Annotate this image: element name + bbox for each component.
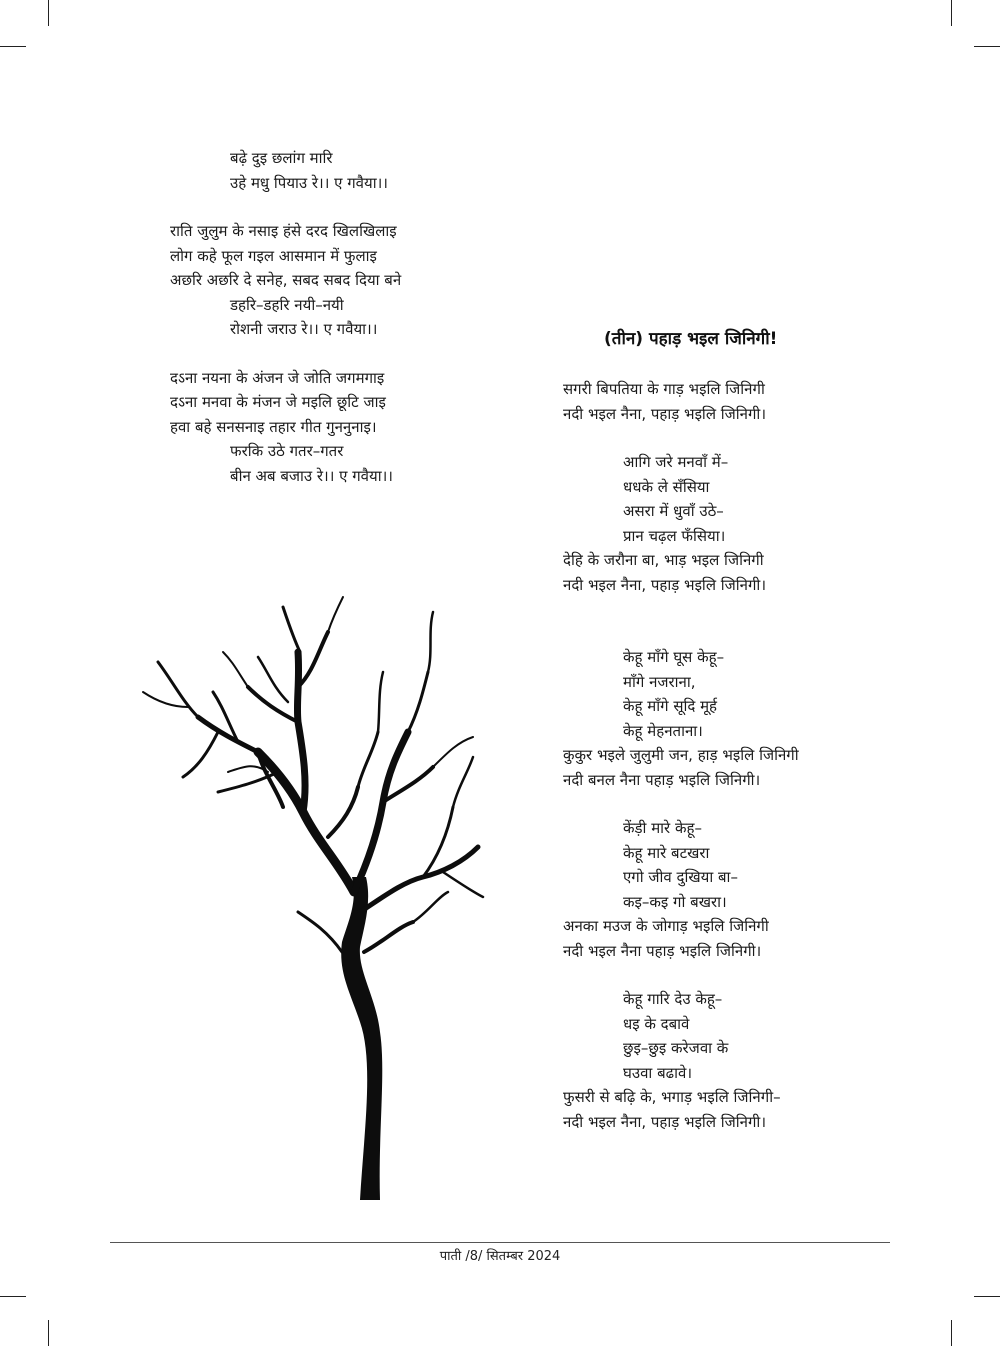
poem-line: नदी भइल नैना, पहाड़ भइलि जिनिगी। [563, 404, 766, 423]
crop-mark [0, 1296, 26, 1297]
tree-branch [408, 672, 428, 732]
bare-tree-illustration [128, 592, 488, 1202]
poem-line: केहू माँगे घूस केहू– [623, 648, 725, 666]
poem-line: उहे मधु पियाउ रे।। ए गवैया।। [230, 173, 388, 192]
crop-mark [48, 1320, 49, 1346]
left-poem-column [170, 146, 401, 512]
poem-line: लोग कहे फूल गइल आसमान में फुलाइ [170, 246, 377, 265]
tree-branch [258, 657, 288, 702]
poem-line: नदी भइल नैना, पहाड़ भइलि जिनिगी। [563, 1112, 766, 1131]
poem-line: कइ–कइ गो बखरा। [623, 892, 727, 911]
tree-branch [364, 922, 413, 952]
poem-line: नदी भइल नैना पहाड़ भइलि जिनिगी। [563, 941, 762, 960]
poem-line: अछरि अछरि दे सनेह, सबद सबद दिया बने [170, 271, 402, 289]
page-footer: पाती /8/ सितम्बर 2024 [439, 1249, 561, 1264]
poem-line: सगरी बिपतिया के गाड़ भइलि जिनिगी [563, 380, 765, 398]
crop-mark [974, 1296, 1000, 1297]
poem-line: धधके ले सँसिया [623, 477, 710, 496]
tree-branch [453, 757, 473, 807]
tree-branch [248, 687, 298, 722]
poem-line: एगो जीव दुखिया बा– [623, 868, 738, 886]
stanza [170, 219, 401, 342]
stanza [563, 816, 799, 963]
poem-line: केहू माँगे सूदि मूर्ह [623, 697, 718, 715]
crop-mark [951, 1320, 952, 1346]
poem-line: माँगे नजराना, [623, 672, 696, 691]
poem-line: देहि के जरौना बा, भाड़ भइल जिनिगी [563, 551, 764, 569]
stanza [563, 645, 799, 792]
poem-line: दऽना मनवा के मंजन जे मइलि छूटि जाइ [170, 393, 386, 411]
poem-line: घउवा बढावे। [623, 1063, 692, 1082]
right-poem-column [563, 377, 799, 1158]
tree-branch [298, 632, 328, 687]
tree-branch [297, 652, 305, 812]
crop-mark [0, 46, 26, 47]
tree-branch [358, 732, 378, 787]
tree-branch [328, 597, 343, 632]
stanza [170, 366, 401, 489]
poem-line: अनका मउज के जोगाड़ भइलि जिनिगी [563, 917, 769, 935]
poem-line: केहू गारि देउ केहू– [623, 990, 723, 1008]
crop-mark [951, 0, 952, 26]
poem-line: केहू मारे बटखरा [623, 843, 710, 862]
tree-branch [443, 872, 483, 897]
poem-line: हवा बहे सनसनाइ तहार गीत गुननुनाइ। [170, 417, 377, 436]
poem-line: प्रान चढ़ल फँसिया। [623, 526, 726, 545]
poem-line: कुकुर भइले जुलुमी जन, हाड़ भइलि जिनिगी [563, 746, 799, 764]
poem-line: असरा में धुवाँ उठे– [623, 502, 724, 520]
crop-mark [48, 0, 49, 26]
poem-line: डहरि–डहरि नयी–नयी [230, 295, 344, 314]
poem-line: केंड़ी मारे केहू– [623, 819, 702, 837]
footer-rule [110, 1242, 890, 1243]
poem-title: (तीन) पहाड़ भइल जिनिगी! [604, 329, 778, 349]
tree-trunk [341, 877, 382, 1200]
poem-line: आगि जरे मनवाँ में– [623, 453, 729, 471]
tree-branch [298, 912, 342, 952]
tree-branch [283, 607, 300, 652]
tree-branch [158, 662, 198, 717]
poem-line: केहू मेहनताना। [623, 721, 703, 740]
poem-line: नदी भइल नैना, पहाड़ भइलि जिनिगी। [563, 575, 766, 594]
poem-line: रोशनी जराउ रे।। ए गवैया।। [230, 320, 378, 338]
tree-branch [378, 672, 383, 732]
crop-mark [974, 46, 1000, 47]
stanza [563, 987, 799, 1134]
stanza [563, 450, 799, 597]
poem-line: बढ़े दुइ छलांग मारि [230, 149, 333, 167]
tree-branch [223, 652, 248, 687]
poem-line: नदी बनल नैना पहाड़ भइलि जिनिगी। [563, 770, 761, 789]
tree-branch [328, 787, 358, 837]
tree-branch [428, 612, 433, 672]
stanza [563, 377, 799, 426]
tree-branch [433, 737, 473, 767]
tree-branch [183, 732, 218, 777]
poem-line: धइ के दबावे [623, 1014, 690, 1033]
poem-line: फुसरी से बढ़ि के, भगाड़ भइलि जिनिगी– [563, 1088, 781, 1106]
tree-branch [360, 847, 478, 912]
poem-line: राति जुलुम के नसाइ हंसे दरद खिलखिलाइ [170, 222, 397, 240]
poem-line: बीन अब बजाउ रे।। ए गवैया।। [230, 466, 393, 485]
tree-branch [413, 892, 448, 922]
tree-branch [354, 732, 408, 892]
poem-line: फरकि उठे गतर–गतर [230, 442, 344, 460]
stanza [170, 146, 401, 195]
poem-line: छुइ–छुइ करेजवा के [623, 1039, 729, 1057]
poem-line: दऽना नयना के अंजन जे जोति जगमगाइ [170, 368, 385, 387]
